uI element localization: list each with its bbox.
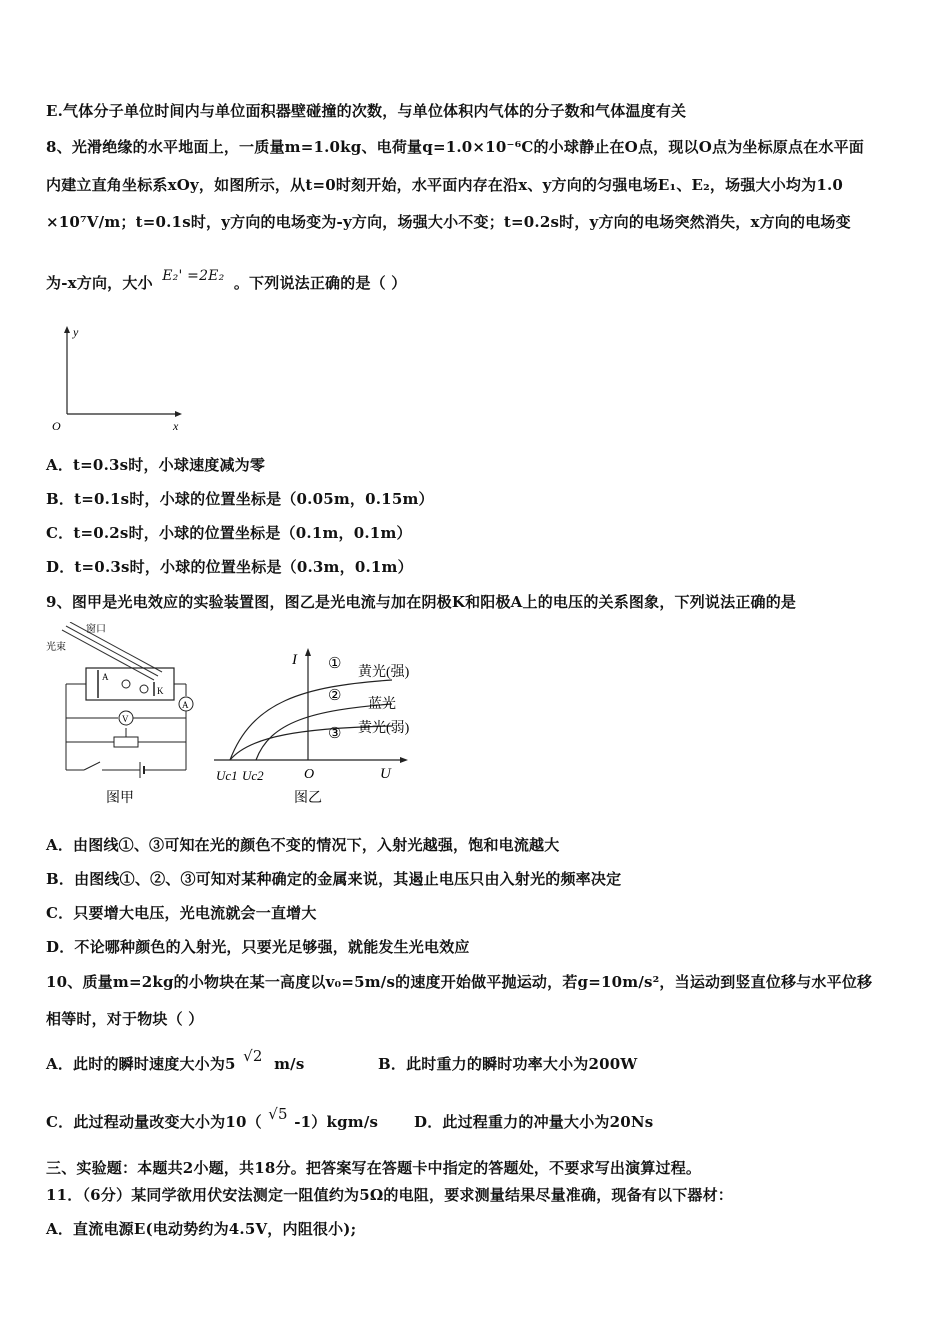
q8-line-4 xyxy=(46,268,407,293)
q10-line-1: 10、质量m=2kg的小物块在某一高度以v₀=5m/s的速度开始做平抛运动，若g=10m/s²，当运动到竖直位移与水平位移 xyxy=(46,973,873,991)
q9-option-a: A．由图线①、③可知在光的颜色不变的情况下，入射光越强，饱和电流越大 xyxy=(46,836,560,854)
section-3-heading: 三、实验题：本题共2小题，共18分。把答案写在答题卡中指定的答题处，不要求写出演算过程。 xyxy=(46,1159,702,1177)
q10-option-d: D．此过程重力的冲量大小为20Ns xyxy=(414,1113,654,1131)
q11-line-1: 11．（6分）某同学欲用伏安法测定一阻值约为5Ω的电阻，要求测量结果尽量准确，现备有以下器材： xyxy=(46,1186,734,1204)
e-option: E.气体分子单位时间内与单位面积器壁碰撞的次数，与单位体积内气体的分子数和气体温度有关 xyxy=(46,102,687,120)
i-axis-label: I xyxy=(292,652,297,668)
q10-line-2: 相等时，对于物块（ ） xyxy=(46,1010,204,1028)
origin-label: O xyxy=(52,419,61,433)
q10-option-a-text: A．此时的瞬时速度大小为5 xyxy=(46,1055,236,1073)
q10-option-c-unit: -1）kgm/s xyxy=(294,1113,379,1131)
xy-axes-figure xyxy=(46,322,196,434)
q8-option-a: A．t=0.3s时，小球速度减为零 xyxy=(46,456,266,474)
q9-option-b: B．由图线①、②、③可知对某种确定的金属来说，其遏止电压只由入射光的频率决定 xyxy=(46,870,622,888)
q10-option-a-sqrt: √2 xyxy=(243,1047,263,1065)
graph-origin-label: O xyxy=(304,767,315,782)
q8-line-1: 8、光滑绝缘的水平地面上，一质量m=1.0kg、电荷量q=1.0×10⁻⁶C的小球静止在O点，现以O点为坐标原点在水平面 xyxy=(46,138,865,156)
curve-1-name: 黄光(强) xyxy=(358,665,410,680)
curve-2-number: ② xyxy=(328,688,342,704)
q8-line-2: 内建立直角坐标系xOy，如图所示，从t=0时刻开始，水平面内存在沿x、y方向的匀强电场E₁、E₂，场强大小均为1.0 xyxy=(46,176,844,194)
q9-option-c: C．只要增大电压，光电流就会一直增大 xyxy=(46,904,317,922)
u-axis-label: U xyxy=(380,766,391,782)
q11-option-a: A．直流电源E(电动势约为4.5V，内阻很小); xyxy=(46,1220,357,1238)
q8-option-d: D．t=0.3s时，小球的位置坐标是（0.3m，0.1m） xyxy=(46,558,413,576)
uc2-label: Uc2 xyxy=(242,768,264,783)
q8-formula: E₂' =2E₂ xyxy=(162,268,225,284)
q8-option-b: B．t=0.1s时，小球的位置坐标是（0.05m，0.15m） xyxy=(46,490,434,508)
photoelectric-apparatus-figure xyxy=(44,622,214,812)
uc1-label: Uc1 xyxy=(216,768,238,783)
q9-line-1: 9、图甲是光电效应的实验装置图，图乙是光电流与加在阴极K和阳极A上的电压的关系图象，下列说法正确的是 xyxy=(46,593,797,611)
curve-3-name: 黄光(弱) xyxy=(358,721,410,736)
voltmeter-label: V xyxy=(122,714,129,724)
q10-option-c-text: C．此过程动量改变大小为10（ xyxy=(46,1113,262,1131)
current-voltage-graph xyxy=(212,642,452,812)
q8-line-3: ×10⁷V/m；t=0.1s时，y方向的电场变为-y方向，场强大小不变；t=0.2s时，y方向的电场突然消失，x方向的电场变 xyxy=(46,213,851,231)
q10-option-b: B．此时重力的瞬时功率大小为200W xyxy=(378,1055,638,1073)
curve-2-name: 蓝光 xyxy=(368,697,396,712)
window-label: 窗口 xyxy=(86,624,106,635)
figure-jia-caption: 图甲 xyxy=(106,791,134,806)
x-axis-label: x xyxy=(173,419,179,433)
beam-label: 光束 xyxy=(46,642,66,653)
curve-1-number: ① xyxy=(328,656,342,672)
q8-line-4-end: 。下列说法正确的是（ ） xyxy=(233,274,407,292)
figure-yi-caption: 图乙 xyxy=(294,791,322,806)
y-axis-label: y xyxy=(73,325,79,339)
curve-3-number: ③ xyxy=(328,726,342,742)
q10-option-c xyxy=(46,1105,379,1132)
q10-option-a xyxy=(46,1047,305,1074)
q8-option-c: C．t=0.2s时，小球的位置坐标是（0.1m，0.1m） xyxy=(46,524,412,542)
cathode-label: K xyxy=(157,686,164,696)
q8-line-4-start: 为-x方向，大小 xyxy=(46,274,153,292)
q9-option-d: D．不论哪种颜色的入射光，只要光足够强，就能发生光电效应 xyxy=(46,938,470,956)
q10-option-a-unit: m/s xyxy=(274,1055,305,1073)
ammeter-label: A xyxy=(182,700,189,710)
q10-option-c-sqrt: √5 xyxy=(268,1105,288,1123)
anode-label: A xyxy=(102,672,109,682)
